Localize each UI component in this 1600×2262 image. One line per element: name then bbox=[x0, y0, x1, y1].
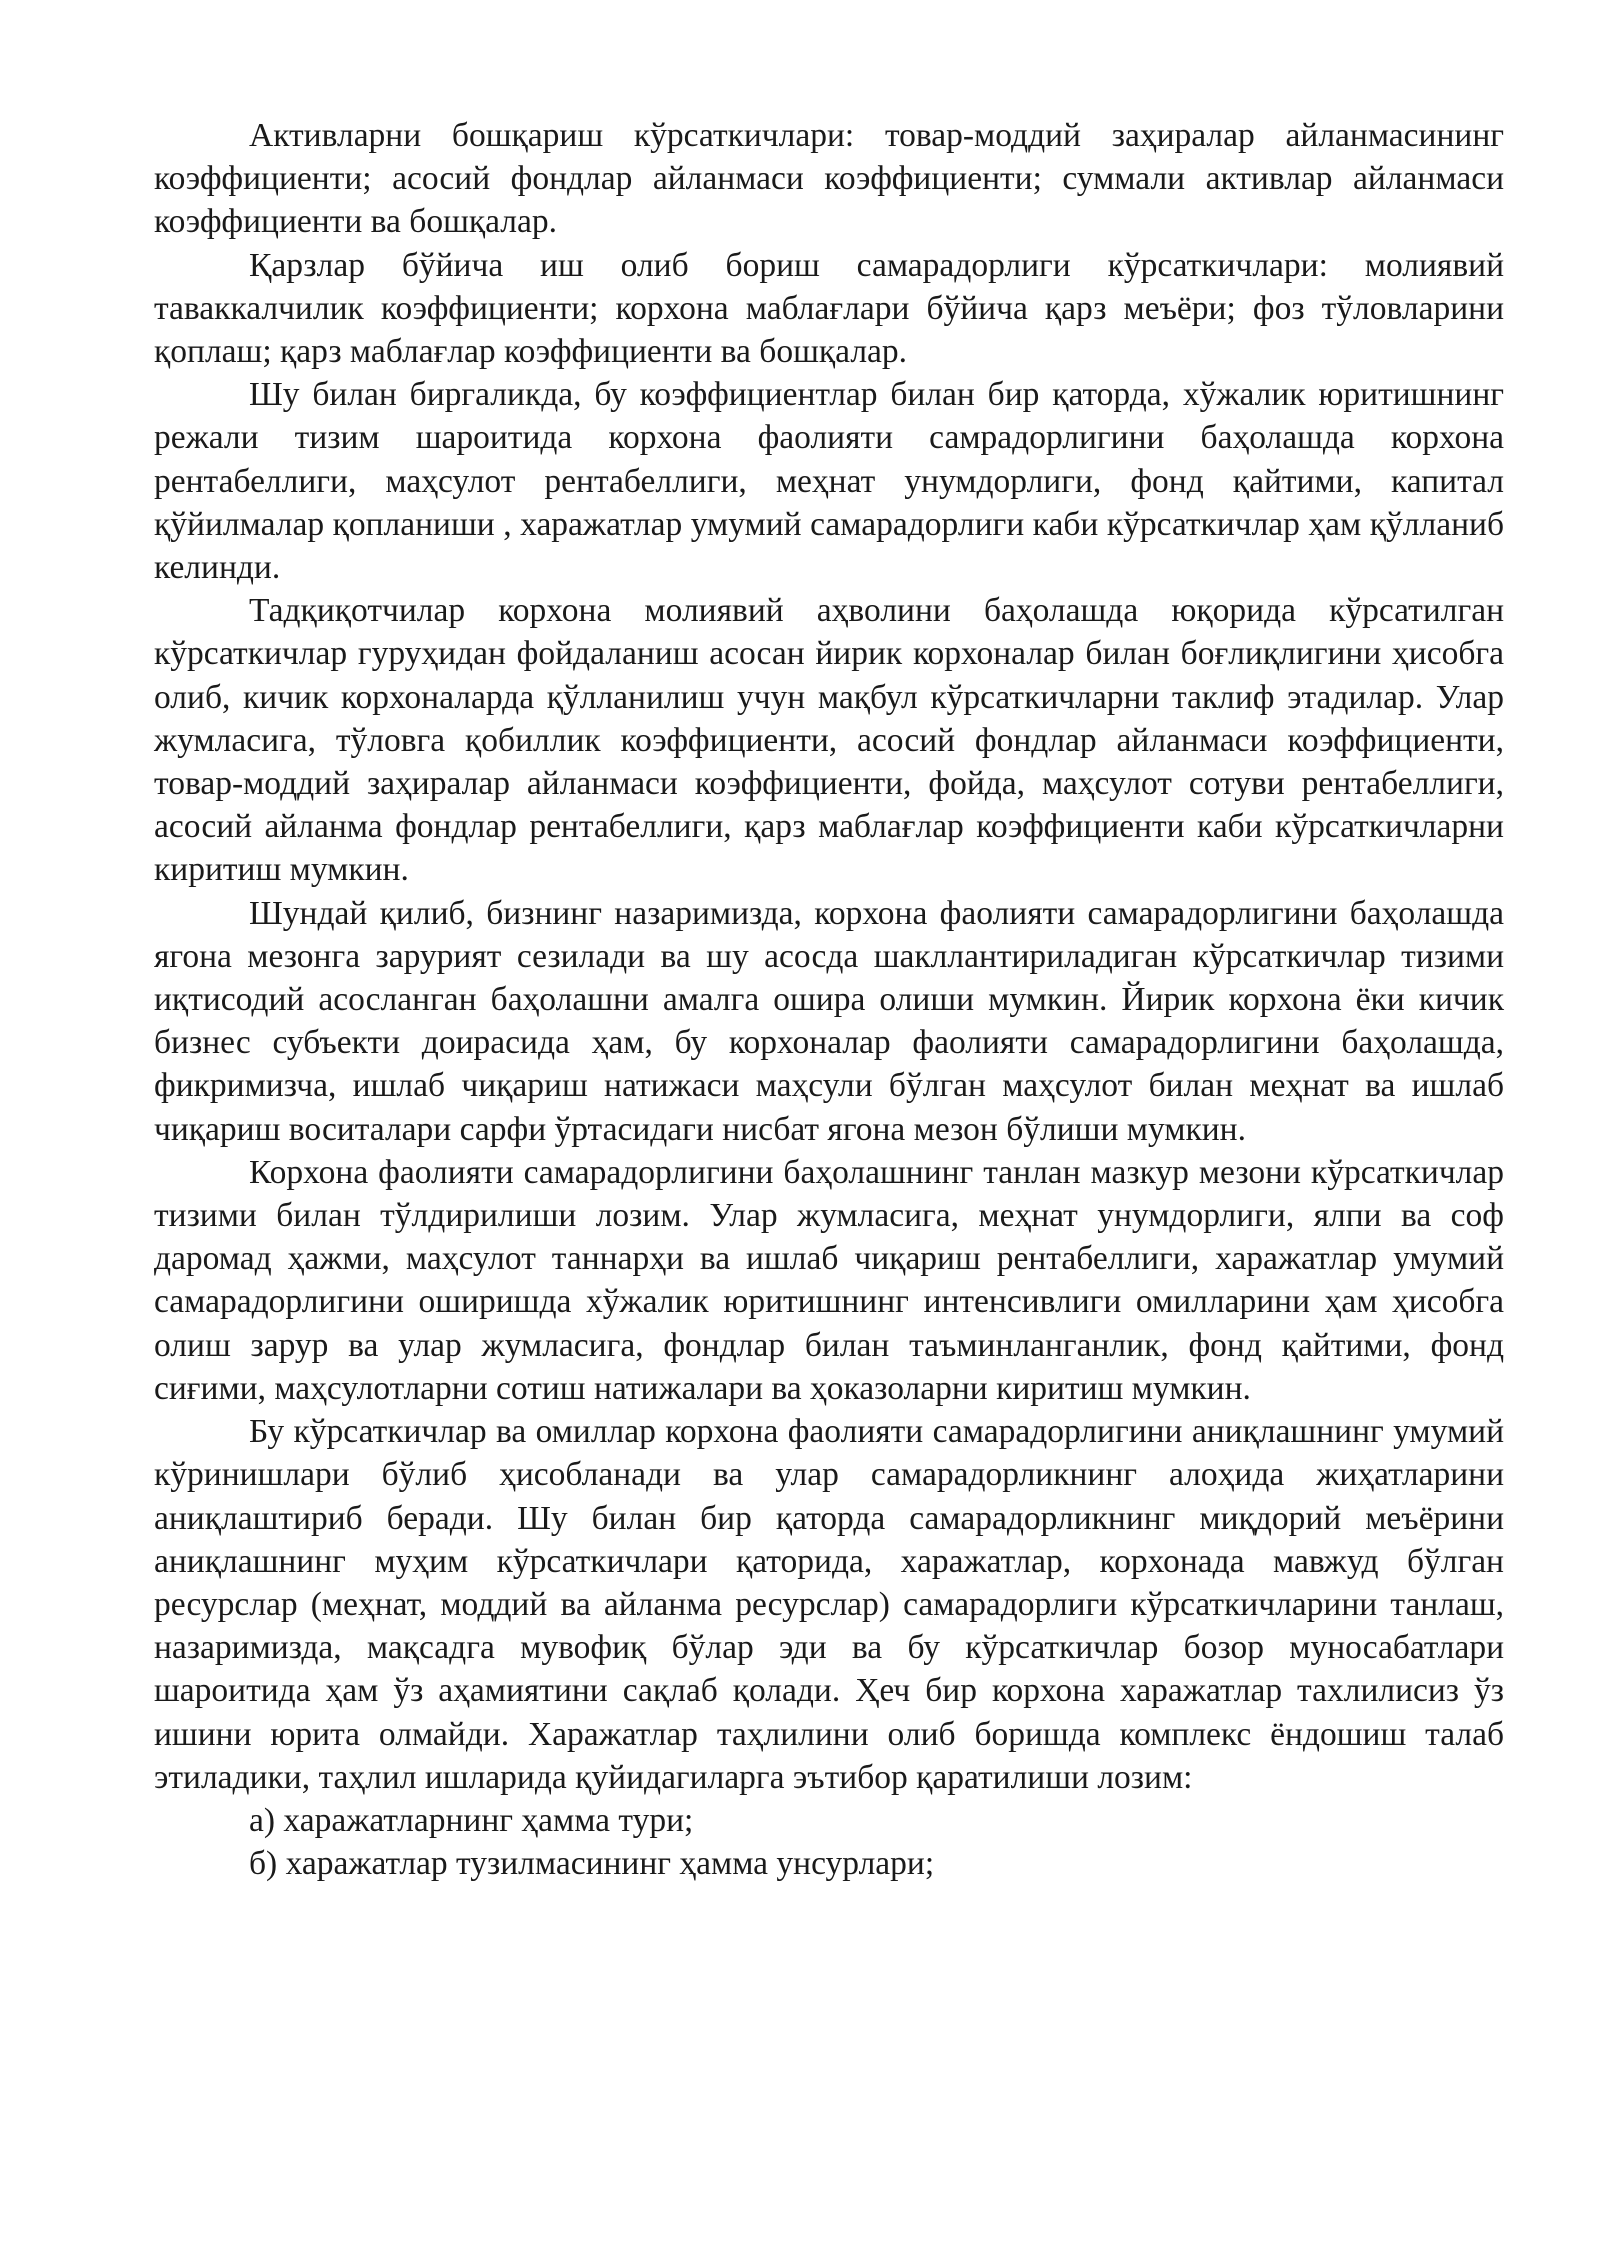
document-page bbox=[154, 114, 1504, 1885]
paragraph-costs-analysis: Бу кўрсаткичлар ва омиллар корхона фаолияти самарадорлигини аниқлашнинг умумий кўринишлари бўлиб ҳисобланади ва улар самарадорликнинг алоҳида жиҳатларини аниқлаштириб беради. Шу билан бир қаторда самарадорликнинг миқдорий меъёрини аниқлашнинг муҳим кўрсаткичлари қаторида, харажатлар, корхонада мавжуд бўлган ресурслар (меҳнат, моддий ва айланма ресурслар) самарадорлиги кўрсаткичларини танлаш, назаримизда, мақсадга мувофиқ бўлар эди ва бу кўрсаткичлар бозор муносабатлари шароитида ҳам ўз аҳамиятини сақлаб қолади. Ҳеч бир корхона харажатлар тахлилисиз ўз ишини юрита олмайди. Харажатлар таҳлилини олиб боришда комплекс ёндошиш талаб этиладики, таҳлил ишларида қуйидагиларга эътибор қаратилиши лозим: bbox=[154, 1413, 1504, 1796]
list-item-b: б) харажатлар тузилмасининг ҳамма унсурлари; bbox=[249, 1845, 935, 1883]
paragraph-single-criterion: Шундай қилиб, бизнинг назаримизда, корхона фаолияти самарадорлигини баҳолашда ягона мезонга зарурият сезилади ва шу асосда шакллантириладиган кўрсаткичлар тизими иқтисодий асосланган баҳолашни амалга ошира олиши мумкин. Йирик корхона ёки кичик бизнес субъекти доирасида ҳам, бу корхоналар фаолияти самарадорлигини баҳолашда, фикримизча, ишлаб чиқариш натижаси маҳсули бўлган маҳсулот билан меҳнат ва ишлаб чиқариш воситалари сарфи ўртасидаги нисбат ягона мезон бўлиши мумкин. bbox=[154, 894, 1504, 1148]
paragraph-researchers: Тадқиқотчилар корхона молиявий аҳволини баҳолашда юқорида кўрсатилган кўрсаткичлар гуруҳидан фойдаланиш асосан йирик корхоналар билан боғлиқлигини ҳисобга олиб, кичик корхоналарда қўлланилиш учун мақбул кўрсаткичларни таклиф этадилар. Улар жумласига, тўловга қобиллик коэффициенти, асосий фондлар айланмаси коэффициенти, товар-моддий заҳиралар айланмаси коэффициенти, фойда, маҳсулот сотуви рентабеллиги, асосий айланма фондлар рентабеллиги, қарз маблағлар коэффициенти каби кўрсаткичларни киритиш мумкин. bbox=[154, 592, 1504, 889]
list-item-a: а) харажатларнинг ҳамма тури; bbox=[249, 1801, 694, 1839]
paragraph-loans-efficiency: Қарзлар бўйича иш олиб бориш самарадорлиги кўрсаткичлари: молиявий таваккалчилик коэффициенти; корхона маблағлари бўйича қарз меъёри; фоз тўловларини қоплаш; қарз маблағлар коэффициенти ва бошқалар. bbox=[154, 246, 1504, 371]
paragraph-indicator-system: Корхона фаолияти самарадорлигини баҳолашнинг танлан мазкур мезони кўрсаткичлар тизими билан тўлдирилиши лозим. Улар жумласига, меҳнат унумдорлиги, ялпи ва соф даромад ҳажми, маҳсулот таннарҳи ва ишлаб чиқариш рентабеллиги, харажатлар умумий самарадорлигини оширишда хўжалик юритишнинг интенсивлиги омилларини ҳам ҳисобга олиш зарур ва улар жумласига, фондлар билан таъминланганлик, фонд қайтими, фонд сиғими, маҳсулотларни сотиш натижалари ва ҳоказоларни киритиш мумкин. bbox=[154, 1153, 1504, 1407]
paragraph-planned-system: Шу билан биргаликда, бу коэффициентлар билан бир қаторда, хўжалик юритишнинг режали тизим шароитида корхона фаолияти самрадорлигини баҳолашда корхона рентабеллиги, маҳсулот рентабеллиги, меҳнат унумдорлиги, фонд қайтими, капитал қўйилмалар қопланиши , харажатлар умумий самарадорлиги каби кўрсаткичлар ҳам қўлланиб келинди. bbox=[154, 376, 1504, 587]
paragraph-assets-management: Активларни бошқариш кўрсаткичлари: товар-моддий заҳиралар айланмасининг коэффициенти; асосий фондлар айланмаси коэффициенти; суммали активлар айланмаси коэффициенти ва бошқалар. bbox=[154, 117, 1504, 241]
